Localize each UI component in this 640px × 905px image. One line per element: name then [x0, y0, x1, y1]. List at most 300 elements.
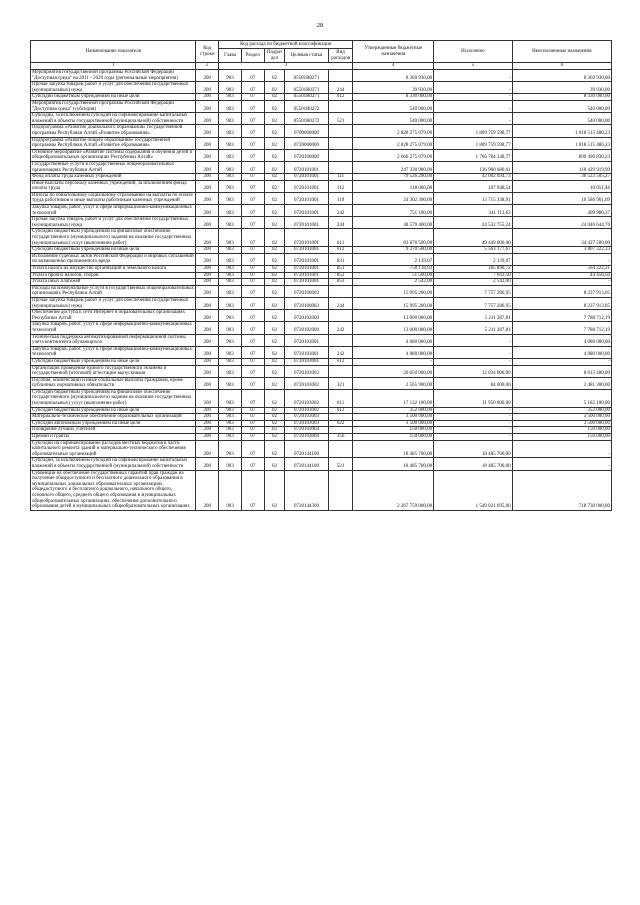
approved-amount: 751 100,00	[353, 205, 434, 217]
row-name: Подпрограмма «Развитие дошкольного образования» государственной программы Республики Алтай «Развитие образования»	[31, 125, 196, 137]
column-number-row	[31, 63, 612, 70]
row-name: Уплата прочих налогов, сборов	[31, 272, 196, 279]
table-row	[31, 365, 612, 377]
table-row	[31, 297, 612, 309]
chapter-code: 903	[219, 470, 242, 510]
approved-amount: 2 267 759 000,00	[353, 470, 434, 510]
chapter-code: 903	[219, 125, 242, 137]
row-code: 200	[196, 82, 219, 94]
unexecuted-amount: 8 369 930,00	[512, 70, 611, 82]
subsection-code: 02	[264, 365, 285, 377]
executed-amount: 2 139,07	[434, 253, 513, 265]
unexecuted-amount: 7 788 712,19	[512, 310, 611, 322]
unexecuted-amount: 8 330 000,00	[512, 94, 611, 101]
subsection-code: 02	[264, 217, 285, 229]
executed-amount: -	[434, 414, 513, 421]
expense-type-code: 612	[328, 407, 353, 414]
subsection-code: 02	[264, 113, 285, 125]
section-code: 07	[241, 125, 264, 137]
section-code: 07	[241, 272, 264, 279]
target-item-code: 0720101001	[285, 174, 328, 181]
row-code: 200	[196, 192, 219, 204]
approved-amount: 9 370 500,00	[353, 247, 434, 254]
row-code: 200	[196, 161, 219, 173]
col-number: 2	[196, 63, 219, 70]
subsection-code: 02	[264, 358, 285, 365]
target-item-code: 0720103001	[285, 358, 328, 365]
row-name: Организация проведения единого государственного экзамена и государственной (итоговой) аттестации выпускников	[31, 365, 196, 377]
row-code: 200	[196, 70, 219, 82]
header-section: Раздел	[241, 49, 264, 63]
row-name: Субсидии, за исключением субсидий на софинансирование капитальных вложений в объекты государственной (муниципальной) собственности	[31, 113, 196, 125]
col-number: 5	[434, 63, 513, 70]
section-code: 07	[241, 470, 264, 510]
row-name: Мероприятия государственной программы Российской Федерации "Доступная среда" на 2011 - 2020 годы (региональные мероприятия)	[31, 70, 196, 82]
table-row	[31, 272, 612, 279]
unexecuted-amount: -	[512, 358, 611, 365]
chapter-code: 903	[219, 322, 242, 334]
executed-amount: 341 113,63	[434, 205, 513, 217]
table-body	[31, 70, 612, 511]
section-code: 07	[241, 322, 264, 334]
chapter-code: 903	[219, 358, 242, 365]
target-item-code: 0720144100	[285, 440, 328, 458]
approved-amount: 15 995 200,00	[353, 297, 434, 309]
header-budget-code: Код расхода по бюджетной классификации	[219, 41, 353, 49]
target-item-code: 0720144300	[285, 470, 328, 510]
target-item-code: 0720101001	[285, 161, 328, 173]
section-code: 07	[241, 297, 264, 309]
table-row	[31, 205, 612, 217]
row-name: Субвенции на обеспечение государственных гарантий прав граждан на получение общедоступного и бесплатного дошкольного образования в муниципальных дошкольных образовательных организациях, общедоступного и бесплатного дошкольного, начального общего, основного общего, среднего общего образования в муниципальных общеобразовательных организациях, обеспечение дополнительного образования детей в муниципальных общеобразовательных организациях	[31, 470, 196, 510]
table-row	[31, 358, 612, 365]
row-code: 200	[196, 377, 219, 389]
subsection-code: 02	[264, 434, 285, 441]
target-item-code: 0720101001	[285, 217, 328, 229]
approved-amount: 83 876 500,00	[353, 229, 434, 247]
subsection-code: 02	[264, 149, 285, 161]
header-subsection: Подраз дел	[264, 49, 285, 63]
row-name: Расходы на коммунальные услуги в государственных общеобразовательных организациях Республики Алтай	[32, 285, 195, 297]
section-code: 07	[241, 434, 264, 441]
unexecuted-amount: 5 182 100,00	[512, 389, 611, 407]
subsection-code: 02	[264, 192, 285, 204]
expense-type-code: 612	[328, 358, 353, 365]
row-code: 200	[196, 297, 219, 309]
row-name: Закупка товаров, работ, услуг в сфере информационно-коммуникационных технологий	[31, 205, 196, 217]
subsection-code: 02	[264, 161, 285, 173]
approved-amount: 24 302 300,00	[353, 192, 434, 204]
approved-amount: 18 485 700,00	[353, 440, 434, 458]
expense-type-code: 111	[328, 174, 353, 181]
section-code: 07	[241, 100, 264, 112]
row-name: Субсидии автономным учреждениям на иные цели	[31, 420, 196, 427]
subsection-code: 02	[264, 334, 285, 346]
expense-type-code	[328, 100, 353, 112]
row-code: 200	[196, 358, 219, 365]
executed-amount: 11 950 000,00	[434, 389, 513, 407]
subsection-code: 02	[264, 389, 285, 407]
section-code: 07	[241, 310, 264, 322]
approved-amount: 2 542,00	[353, 279, 434, 286]
section-code: 07	[241, 414, 264, 421]
expense-type-code	[328, 334, 353, 346]
subsection-code: 02	[264, 253, 285, 265]
executed-amount: -	[434, 420, 513, 427]
subsection-code: 02	[264, 266, 285, 273]
chapter-code: 903	[219, 137, 242, 149]
row-name: Уплата налога на имущество организаций и земельного налога	[31, 266, 196, 273]
chapter-code: 903	[219, 458, 242, 470]
row-code: 200	[196, 94, 219, 101]
unexecuted-amount: 4 080 000,00	[512, 334, 611, 346]
unexecuted-amount: 718 738 000,00	[512, 470, 611, 510]
approved-amount: 150 000,00	[353, 427, 434, 434]
approved-amount: 3 500 000,00	[353, 420, 434, 427]
subsection-code: 02	[264, 70, 285, 82]
executed-amount: 5 211 287,81	[434, 310, 513, 322]
expense-type-code	[328, 285, 353, 297]
target-item-code: 0720103002	[285, 377, 328, 389]
target-item-code: 0720103002	[285, 365, 328, 377]
approved-amount: 2 666 275 079,00	[353, 149, 434, 161]
row-code: 200	[196, 113, 219, 125]
expense-type-code: 244	[328, 297, 353, 309]
section-code: 07	[241, 427, 264, 434]
section-code: 07	[241, 266, 264, 273]
unexecuted-amount: 8 237 913,05	[512, 285, 611, 297]
section-code: 07	[241, 161, 264, 173]
chapter-code: 903	[219, 427, 242, 434]
executed-amount: -	[434, 113, 513, 125]
unexecuted-amount: 10 051,46	[512, 180, 611, 192]
table-row	[31, 310, 612, 322]
table-row	[31, 70, 612, 82]
section-code: 07	[241, 358, 264, 365]
approved-amount: 2 139,07	[353, 253, 434, 265]
expense-type-code	[328, 365, 353, 377]
unexecuted-amount: 34 427 500,00	[512, 229, 611, 247]
row-code: 200	[196, 174, 219, 181]
row-name: Подпрограмма «Развитие общего образования» государственной программы Республики Алтай «Развитие образования»	[31, 137, 196, 149]
section-code: 07	[241, 205, 264, 217]
executed-amount: -	[434, 434, 513, 441]
expense-type-code: 242	[328, 322, 353, 334]
executed-amount: 24 532 755,24	[434, 217, 513, 229]
unexecuted-amount: 39 930,00	[512, 82, 611, 94]
approved-amount: 13 000 000,00	[353, 322, 434, 334]
row-name: Фонд оплаты труда казенных учреждений	[31, 174, 196, 181]
row-name: Закупка товаров, работ, услуг в сфере информационно-коммуникационных технологий	[31, 322, 196, 334]
section-code: 07	[241, 70, 264, 82]
row-name: Поощрение лучших учителей	[31, 427, 196, 434]
approved-amount: 17 132 100,00	[353, 389, 434, 407]
unexecuted-amount: -	[512, 458, 611, 470]
table-row	[31, 100, 612, 112]
target-item-code: 0720000000	[285, 137, 328, 149]
row-name: Субсидии бюджетным учреждениям на финансовое обеспечение государственного (муниципального) задания на оказание государственных (муниципальных) услуг (выполнение работ)	[31, 389, 196, 407]
expense-type-code	[328, 161, 353, 173]
executed-amount: -	[434, 100, 513, 112]
subsection-code: 02	[264, 285, 285, 297]
row-name: Государственные услуги в государственных общеобразовательных организациях Республики Алтай	[31, 161, 196, 173]
expense-type-code: 321	[328, 377, 353, 389]
section-code: 07	[241, 285, 264, 297]
unexecuted-amount: 10 586 961,09	[512, 192, 611, 204]
table-row	[31, 137, 612, 149]
target-item-code: 0720101001	[285, 229, 328, 247]
target-item-code: 0720101001	[285, 205, 328, 217]
approved-amount: 540 000,00	[353, 100, 434, 112]
approved-amount: -	[353, 358, 434, 365]
section-code: 07	[241, 407, 264, 414]
target-item-code: 0720103003	[285, 414, 328, 421]
row-code: 200	[196, 100, 219, 112]
row-name: Техническая поддержка автоматизированной информационной системы учета контингента обучающихся	[31, 334, 196, 346]
chapter-code: 903	[219, 297, 242, 309]
approved-amount: 118 000,00	[353, 180, 434, 192]
chapter-code: 903	[219, 420, 242, 427]
row-name: Иные выплаты персоналу казенных учреждений, за исключением фонда оплаты труда	[31, 180, 196, 192]
row-name: Субсидии на софинансирование расходов местных бюджетов в части капитального ремонта зданий и материально-технического обеспечения образовательных организаций	[31, 440, 196, 458]
table-row	[31, 279, 612, 286]
expense-type-code: 852	[328, 272, 353, 279]
row-code: 200	[196, 247, 219, 254]
target-item-code: 05501R0271	[285, 70, 328, 82]
header-unexecuted: Неисполненные назначения	[512, 41, 611, 63]
table-row	[31, 149, 612, 161]
target-item-code: 0720102000	[285, 310, 328, 322]
table-row	[31, 180, 612, 192]
row-code: 200	[196, 229, 219, 247]
row-code: 200	[196, 253, 219, 265]
executed-amount: -	[434, 358, 513, 365]
expense-type-code	[328, 427, 353, 434]
row-code: 200	[196, 137, 219, 149]
target-item-code: 0720101001	[285, 266, 328, 273]
col-number: 3	[219, 63, 353, 70]
unexecuted-amount: 899 490 830,23	[512, 149, 611, 161]
expense-type-code: 831	[328, 253, 353, 265]
approved-amount: 79 526 200,00	[353, 174, 434, 181]
section-code: 07	[241, 458, 264, 470]
chapter-code: 903	[219, 346, 242, 358]
table-row	[31, 266, 612, 273]
table-row	[31, 470, 612, 510]
expense-type-code	[328, 149, 353, 161]
approved-amount: 51 500,00	[353, 272, 434, 279]
row-code: 200	[196, 180, 219, 192]
table-row	[31, 229, 612, 247]
approved-amount: 247 330 900,00	[353, 161, 434, 173]
section-code: 07	[241, 82, 264, 94]
page-number: 28	[316, 22, 324, 29]
approved-amount: 352 000,00	[353, 407, 434, 414]
executed-amount: 13 715 338,91	[434, 192, 513, 204]
approved-amount: 3 500 000,00	[353, 414, 434, 421]
executed-amount: 2 542,00	[434, 279, 513, 286]
row-code: 200	[196, 427, 219, 434]
target-item-code: 0720100003	[285, 297, 328, 309]
chapter-code: 903	[219, 407, 242, 414]
approved-amount: 2 828 275 079,00	[353, 137, 434, 149]
row-code: 200	[196, 217, 219, 229]
executed-amount: -	[434, 70, 513, 82]
executed-amount: -	[434, 346, 513, 358]
table-row	[31, 322, 612, 334]
row-code: 200	[196, 149, 219, 161]
table-row	[31, 217, 612, 229]
row-code: 200	[196, 322, 219, 334]
expense-type-code: 244	[328, 82, 353, 94]
row-code: 200	[196, 266, 219, 273]
executed-amount: 84 600,00	[434, 377, 513, 389]
section-code: 07	[241, 365, 264, 377]
executed-amount: 5 563 177,67	[434, 247, 513, 254]
chapter-code: 903	[219, 434, 242, 441]
target-item-code: 0720101001	[285, 180, 328, 192]
executed-amount: 1 809 759 598,77	[434, 137, 513, 149]
chapter-code: 903	[219, 272, 242, 279]
executed-amount: -	[434, 334, 513, 346]
unexecuted-amount: 2 481 300,00	[512, 377, 611, 389]
chapter-code: 903	[219, 440, 242, 458]
target-item-code: 0720103003	[285, 420, 328, 427]
chapter-code: 903	[219, 94, 242, 101]
approved-amount: 2 565 900,00	[353, 377, 434, 389]
row-code: 200	[196, 420, 219, 427]
subsection-code: 02	[264, 180, 285, 192]
approved-amount: 750 118,93	[353, 266, 434, 273]
table-row	[31, 420, 612, 427]
expense-type-code: 521	[328, 113, 353, 125]
row-name: Субсидии бюджетным учреждениям на иные цели	[31, 247, 196, 254]
table-row	[31, 285, 612, 297]
row-name: Прочая закупка товаров, работ и услуг для обеспечения государственных (муниципальных) нужд	[31, 82, 196, 94]
executed-amount: 7 043,50	[434, 272, 513, 279]
chapter-code: 903	[219, 310, 242, 322]
chapter-code: 903	[219, 205, 242, 217]
chapter-code: 903	[219, 192, 242, 204]
row-code: 200	[196, 470, 219, 510]
executed-amount: 7 757 286,95	[434, 285, 513, 297]
approved-amount: 15 995 200,00	[353, 285, 434, 297]
expense-type-code	[328, 414, 353, 421]
expense-type-code: 853	[328, 279, 353, 286]
section-code: 07	[241, 180, 264, 192]
expense-type-code: 611	[328, 229, 353, 247]
unexecuted-amount: 564 222,21	[512, 266, 611, 273]
unexecuted-amount: 352 000,00	[512, 407, 611, 414]
row-name: Субсидии, за исключением субсидий на софинансирование капитальных вложений в объекты государственной (муниципальной) собственности	[31, 458, 196, 470]
approved-amount: 8 369 930,00	[353, 70, 434, 82]
row-code: 200	[196, 389, 219, 407]
header-target-item: Целевая статья	[285, 49, 328, 63]
row-code: 200	[196, 458, 219, 470]
expense-type-code: 521	[328, 458, 353, 470]
table-row	[31, 427, 612, 434]
approved-amount: 4 080 000,00	[353, 334, 434, 346]
chapter-code: 903	[219, 334, 242, 346]
chapter-code: 903	[219, 285, 242, 297]
expense-type-code: 611	[328, 389, 353, 407]
section-code: 07	[241, 229, 264, 247]
subsection-code: 02	[264, 94, 285, 101]
header-executed: Исполнено	[434, 41, 513, 63]
chapter-code: 903	[219, 161, 242, 173]
target-item-code: 0720103004	[285, 427, 328, 434]
section-code: 07	[241, 377, 264, 389]
expense-type-code	[328, 470, 353, 510]
row-code: 200	[196, 407, 219, 414]
chapter-code: 903	[219, 149, 242, 161]
unexecuted-amount: 24 046 644,76	[512, 217, 611, 229]
table-row	[31, 334, 612, 346]
target-item-code: 0720100003	[285, 285, 328, 297]
chapter-code: 903	[219, 70, 242, 82]
header-name: Наименование показателя	[31, 41, 196, 63]
approved-amount: 39 930,00	[353, 82, 434, 94]
row-name: Обеспечение доступа к сети Интернет в образовательных организациях Республики Алтай	[31, 310, 196, 322]
subsection-code: 02	[264, 440, 285, 458]
executed-amount: 7 757 286,95	[434, 297, 513, 309]
approved-amount: 8 330 000,00	[353, 94, 434, 101]
expense-type-code	[328, 70, 353, 82]
table-row	[31, 407, 612, 414]
row-name: Прочая закупка товаров, работ и услуг для обеспечения государственных (муниципальных) нужд	[31, 297, 196, 309]
subsection-code: 02	[264, 420, 285, 427]
subsection-code: 02	[264, 247, 285, 254]
expense-type-code: 350	[328, 434, 353, 441]
chapter-code: 903	[219, 180, 242, 192]
row-name: Субсидии бюджетным учреждениям на финансовое обеспечение государственного (муниципального) задания на оказание государственных (муниципальных) услуг (выполнение работ)	[31, 229, 196, 247]
unexecuted-amount: 110 429 919,99	[512, 161, 611, 173]
header-expense-type: Вид расходов	[328, 49, 353, 63]
unexecuted-amount: 1 018 515 480,23	[512, 125, 611, 137]
budget-execution-table	[30, 40, 612, 511]
approved-amount: 150 000,00	[353, 434, 434, 441]
approved-amount: 13 000 000,00	[353, 310, 434, 322]
subsection-code: 02	[264, 229, 285, 247]
target-item-code: 0720101001	[285, 247, 328, 254]
expense-type-code: 119	[328, 192, 353, 204]
expense-type-code	[328, 137, 353, 149]
approved-amount: 20 050 000,00	[353, 365, 434, 377]
section-code: 07	[241, 174, 264, 181]
table-row	[31, 94, 612, 101]
chapter-code: 903	[219, 377, 242, 389]
expense-type-code: 612	[328, 247, 353, 254]
executed-amount: 18 485 700,00	[434, 440, 513, 458]
section-code: 07	[241, 149, 264, 161]
subsection-code: 02	[264, 272, 285, 279]
subsection-code: 02	[264, 427, 285, 434]
section-code: 07	[241, 253, 264, 265]
unexecuted-amount: -	[512, 279, 611, 286]
row-code: 200	[196, 440, 219, 458]
section-code: 07	[241, 94, 264, 101]
table-row	[31, 82, 612, 94]
row-name: Закупка товаров, работ, услуг в сфере информационно-коммуникационных технологий	[31, 346, 196, 358]
col-number: 1	[31, 63, 196, 70]
unexecuted-amount: 540 000,00	[512, 100, 611, 112]
header-approved: Утвержденные бюджетные назначения	[353, 41, 434, 63]
row-code: 200	[196, 125, 219, 137]
unexecuted-amount: 540 000,00	[512, 113, 611, 125]
target-item-code: 0720103002	[285, 407, 328, 414]
unexecuted-amount: -	[512, 440, 611, 458]
chapter-code: 903	[219, 113, 242, 125]
